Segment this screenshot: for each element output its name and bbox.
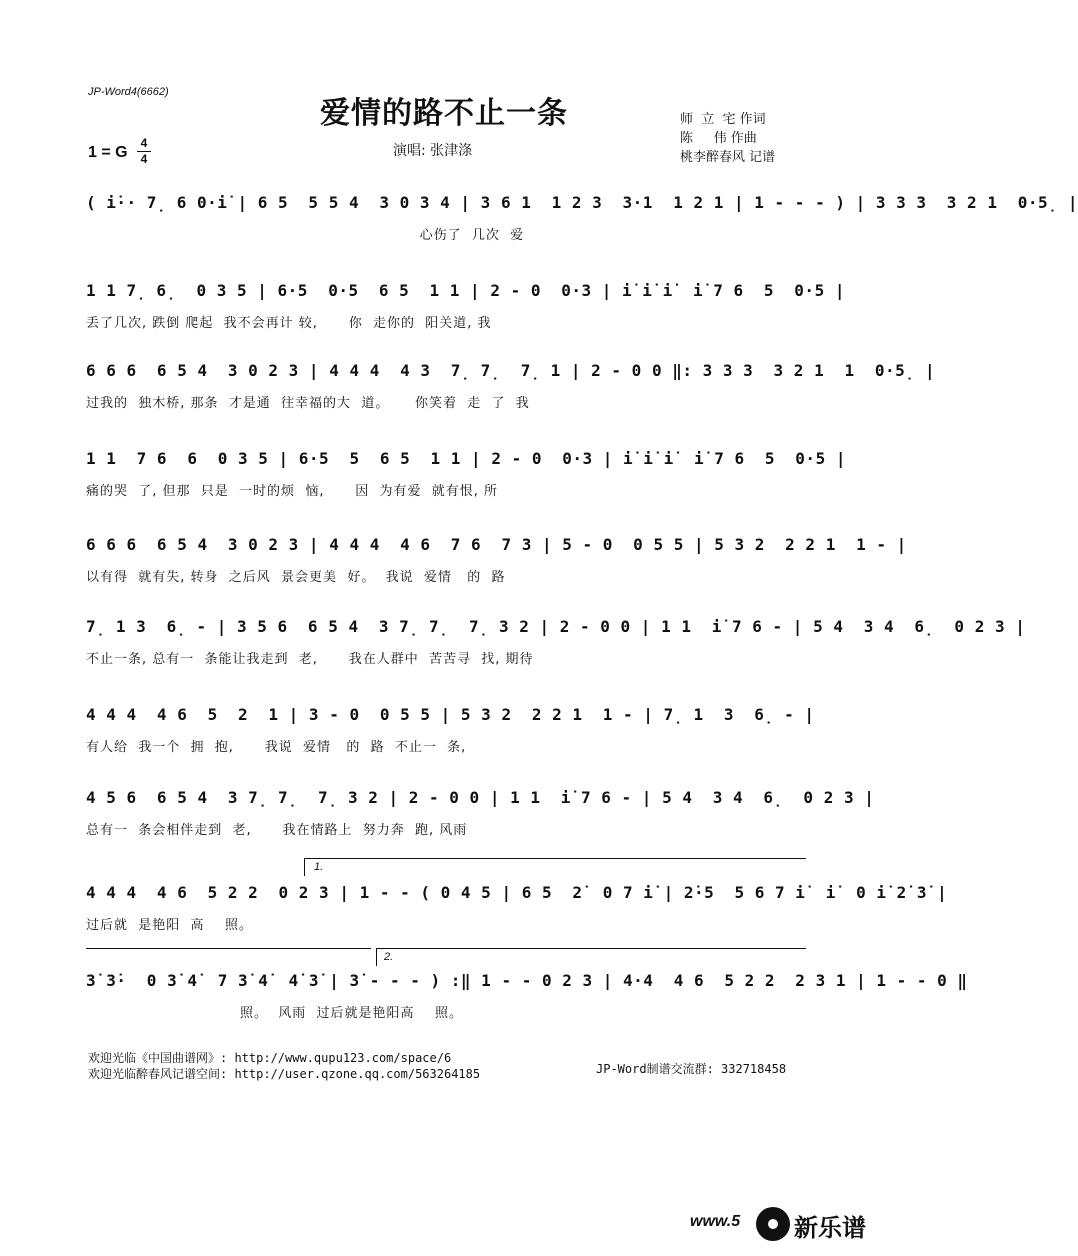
first-ending-bracket [304, 858, 806, 859]
lyricist-credit: 师 立 宅 作词 [680, 112, 766, 127]
lyrics-line: 丢了几次, 跌倒 爬起 我不会再计 较, 你 走你的 阳关道, 我 [86, 316, 492, 331]
key-signature: 1 = G [88, 144, 128, 161]
footer-group-info: JP-Word制谱交流群: 332718458 [596, 1062, 787, 1076]
notation-line: ( i̇·· 7̣ 6 0·i̇ | 6 5 5 5 4 3 0 3 4 | 3 6 1 1 2 3 3·1 1 2 1 | 1 - - - ) | 3 3 3 3 2 1 0·5̣ | [86, 193, 1078, 212]
notation-line: 4 4 4 4 6 5 2 1 | 3 - 0 0 5 5 | 5 3 2 2 2 1 1 - | 7̣ 1 3 6̣ - | [86, 705, 815, 724]
lyrics-line: 不止一条, 总有一 条能让我走到 老, 我在人群中 苦苦寻 找, 期待 [86, 652, 534, 667]
lyrics-line: 以有得 就有失, 转身 之后风 景会更美 好。 我说 爱情 的 路 [86, 570, 506, 585]
transcriber-credit: 桃李醉春风 记谱 [680, 150, 776, 165]
first-ending-label: 1. [314, 861, 324, 873]
watermark-url: www.5 [690, 1213, 741, 1230]
time-signature [137, 137, 151, 166]
second-ending-bracket-side [376, 948, 377, 966]
lyrics-line: 照。 风雨 过后就是艳阳高 照。 [86, 1006, 464, 1021]
lyrics-line: 有人给 我一个 拥 抱, 我说 爱情 的 路 不止一 条, [86, 740, 467, 755]
time-signature-bottom: 4 [140, 152, 148, 166]
notation-line: 4 5 6 6 5 4 3 7̣ 7̣ 7̣ 3 2 | 2 - 0 0 | 1 1 i̇ 7 6 - | 5 4 3 4 6̣ 0 2 3 | [86, 788, 875, 807]
notation-line: 6 6 6 6 5 4 3 0 2 3 | 4 4 4 4 6 7 6 7 3 | 5 - 0 0 5 5 | 5 3 2 2 2 1 1 - | [86, 535, 907, 554]
lyrics-line: 过我的 独木桥, 那条 才是通 往幸福的大 道。 你笑着 走 了 我 [86, 396, 530, 411]
notation-line: 1 1 7̣ 6̣ 0 3 5 | 6·5 0·5 6 5 1 1 | 2 - 0 0·3 | i̇ i̇ i̇ i̇ 7 6 5 0·5 | [86, 281, 845, 300]
page-title: 爱情的路不止一条 [320, 96, 568, 131]
footer-link-qupu[interactable]: 欢迎光临《中国曲谱网》: http://www.qupu123.com/space/6 [88, 1051, 452, 1065]
lyrics-line: 过后就 是艳阳 高 照。 [86, 918, 254, 933]
composer-credit: 陈 伟 作曲 [680, 131, 757, 146]
credits-block [680, 110, 775, 167]
lyrics-line: 总有一 条会相伴走到 老, 我在情路上 努力奔 跑, 风雨 [86, 823, 468, 838]
second-ending-bracket [376, 948, 806, 949]
singer-credit: 演唱: 张津涤 [393, 143, 473, 159]
vinyl-disc-icon [756, 1207, 790, 1241]
notation-line: 1 1 7 6 6 0 3 5 | 6·5 5 6 5 1 1 | 2 - 0 0·3 | i̇ i̇ i̇ i̇ 7 6 5 0·5 | [86, 449, 846, 468]
first-ending-bracket-continued [86, 948, 371, 949]
notation-line: 6 6 6 6 5 4 3 0 2 3 | 4 4 4 4 3 7̣ 7̣ 7̣ 1 | 2 - 0 0 ‖: 3 3 3 3 2 1 1 0·5̣ | [86, 361, 936, 380]
lyrics-line: 心伤了 几次 爱 [86, 228, 525, 243]
site-logo [756, 1204, 884, 1244]
notation-line: 3̇ 3̇· 0 3̇ 4̇ 7 3̇ 4̇ 4̇ 3̇ | 3̇ - - - ) :‖ 1 - - 0 2 3 | 4·4 4 6 5 2 2 2 3 1 | 1 - - 0 ‖ [86, 971, 968, 990]
first-ending-bracket-side [304, 858, 305, 876]
footer-link-qzone[interactable]: 欢迎光临醉春风记谱空间: http://user.qzone.qq.com/563264185 [88, 1067, 481, 1081]
notation-line: 7̣ 1 3 6̣ - | 3 5 6 6 5 4 3 7̣ 7̣ 7̣ 3 2 | 2 - 0 0 | 1 1 i̇ 7 6 - | 5 4 3 4 6̣ 0 2 3 | [86, 617, 1026, 636]
logo-text: 新乐谱 [794, 1214, 866, 1242]
footer-links [88, 1050, 480, 1082]
notation-line: 4 4 4 4 6 5 2 2 0 2 3 | 1 - - ( 0 4 5 | 6 5 2̇ 0 7 i̇ | 2̇·5 5 6 7 i̇ i̇ 0 i̇ 2̇ 3̇ | [86, 883, 948, 902]
time-signature-top: 4 [140, 136, 148, 150]
lyrics-line: 痛的哭 了, 但那 只是 一时的烦 恼, 因 为有爱 就有恨, 所 [86, 484, 499, 499]
app-tag: JP-Word4(6662) [88, 86, 169, 98]
second-ending-label: 2. [384, 951, 394, 963]
